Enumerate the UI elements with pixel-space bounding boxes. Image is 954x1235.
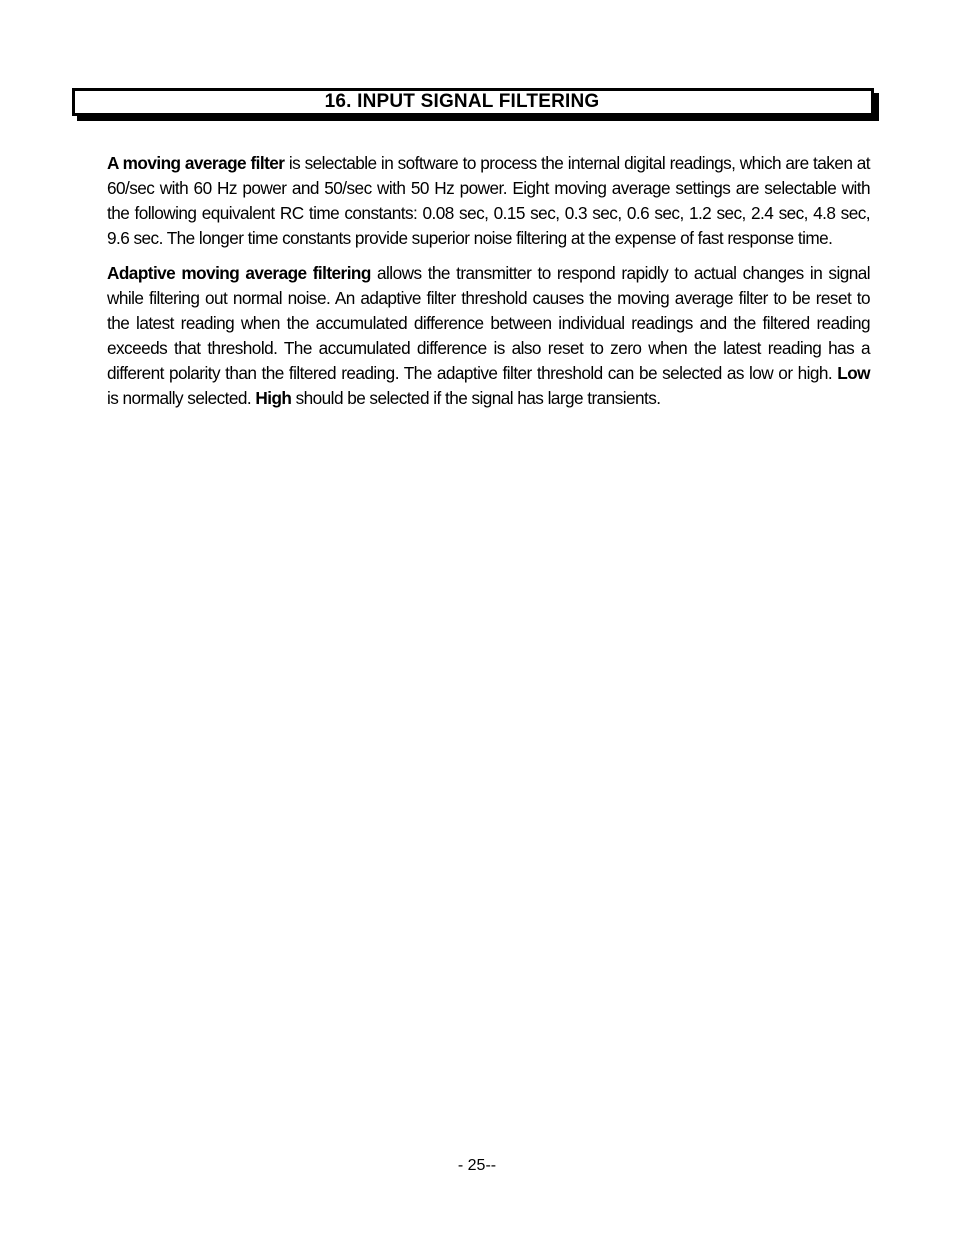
body-content <box>107 151 870 421</box>
paragraph-text: should be selected if the signal has large transients. <box>291 388 661 408</box>
paragraph-text: is normally selected. <box>107 388 256 408</box>
paragraph-text: allows the transmitter to respond rapidly to actual changes in signal while filtering out normal noise. An adaptive filter threshold causes the moving average filter to be reset to the latest reading when the accumulated difference between individual readings and the filtered reading exceeds that threshold. The accumulated difference is also reset to zero when the latest reading has a different polarity than the filtered reading. The adaptive filter threshold can be selected as low or high. <box>107 263 871 383</box>
section-header <box>72 88 874 116</box>
page-number: - 25-- <box>457 1157 497 1174</box>
section-title: 16. INPUT SIGNAL FILTERING <box>324 91 600 112</box>
paragraph-text: is selectable in software to process the internal digital readings, which are taken at 60/sec with 60 Hz power and 50/sec with 50 Hz power. Eight moving average settings are selectable with the following equivalent RC time constants: 0.08 sec, 0.15 sec, 0.3 sec, 0.6 sec, 1.2 sec, 2.4 sec, 4.8 sec, 9.6 sec. The longer time constants provide superior noise filtering at the expense of fast response time. <box>107 153 871 248</box>
term-low: Low <box>837 363 870 383</box>
term-high: High <box>255 388 292 408</box>
term-moving-average-filter: A moving average filter <box>107 153 285 173</box>
paragraph-moving-average <box>107 151 870 251</box>
paragraph-adaptive-filtering <box>107 261 870 411</box>
term-adaptive-filtering: Adaptive moving average filtering <box>107 263 371 283</box>
